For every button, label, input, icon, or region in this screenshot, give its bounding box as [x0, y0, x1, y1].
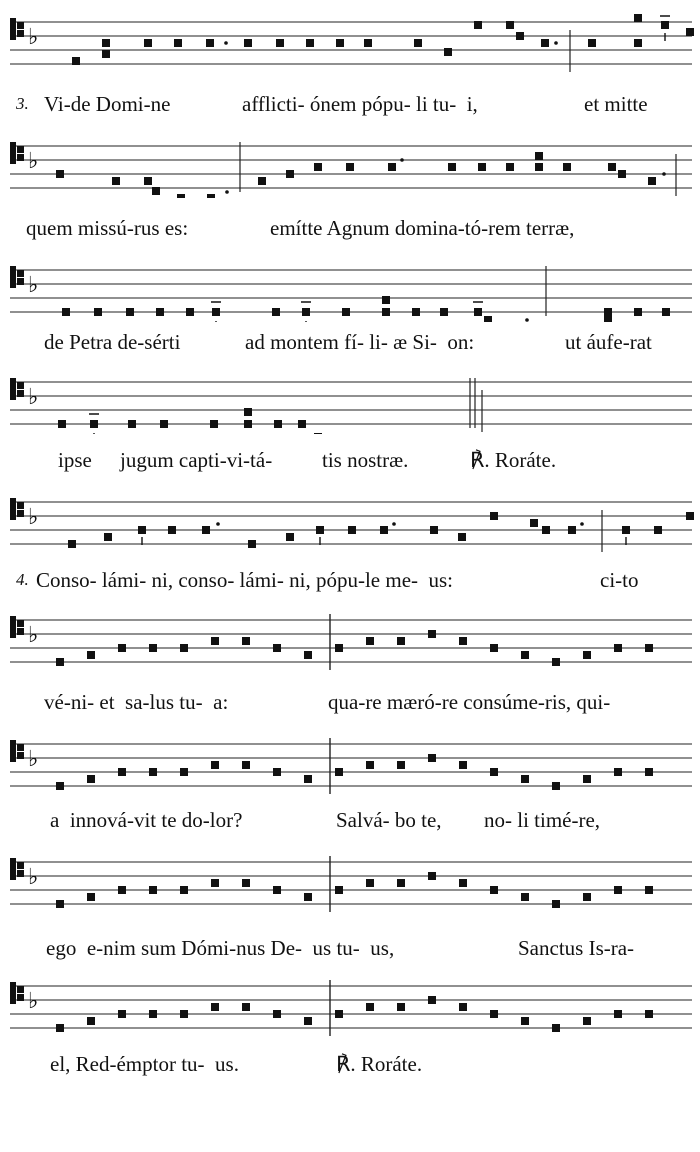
neume-note — [87, 893, 95, 901]
neume-note — [459, 879, 467, 887]
do-clef-icon — [17, 744, 24, 751]
neume-note — [335, 1010, 343, 1018]
neume-note — [440, 308, 448, 316]
neume-note — [397, 637, 405, 645]
neume-note — [68, 540, 76, 548]
lyric-segment: quem missú-rus es: — [26, 216, 189, 240]
neume-note — [346, 163, 354, 171]
mora-dot — [554, 41, 558, 45]
neume-note — [314, 163, 322, 171]
flat-icon: ♭ — [28, 505, 39, 530]
mora-dot — [225, 190, 229, 194]
neume-note — [248, 540, 256, 548]
neume-note — [583, 775, 591, 783]
lyric-segment: Salvá- bo te, — [336, 808, 442, 832]
neume-note — [535, 163, 543, 171]
neume-note — [490, 512, 498, 520]
do-clef-icon — [10, 982, 16, 1004]
neume-note — [286, 170, 294, 178]
neume-note — [662, 308, 670, 316]
neume-note — [244, 420, 252, 428]
neume-note — [686, 28, 694, 36]
neume-note — [335, 886, 343, 894]
neume-note — [622, 526, 630, 534]
lyric-segment: ci-to — [600, 568, 639, 592]
neume-note — [242, 761, 250, 769]
neume-note — [174, 39, 182, 47]
lyric-segment: ℟. Roráte. — [470, 448, 557, 472]
neume-note — [382, 308, 390, 316]
neume-note — [474, 21, 482, 29]
neume-note — [180, 644, 188, 652]
lyric-segment: vé-ni- et sa-lus tu- a: — [44, 690, 229, 714]
mora-dot — [580, 522, 584, 526]
neume-note — [273, 768, 281, 776]
neume-note — [273, 644, 281, 652]
neume-note — [242, 1003, 250, 1011]
verse-number: 3. — [16, 94, 29, 113]
neume-note — [149, 768, 157, 776]
staff-2 — [0, 126, 700, 198]
neume-note — [604, 308, 612, 316]
neume-note — [152, 187, 160, 195]
neume-note — [397, 761, 405, 769]
staff-5 — [0, 482, 700, 554]
neume-note — [244, 39, 252, 47]
flat-icon: ♭ — [28, 273, 39, 298]
flat-icon: ♭ — [28, 149, 39, 174]
neume-note — [686, 512, 694, 520]
neume-note — [304, 775, 312, 783]
neume-note — [366, 1003, 374, 1011]
neume-note — [412, 308, 420, 316]
neume-note — [388, 163, 396, 171]
neume-note — [186, 308, 194, 316]
neume-note — [552, 658, 560, 666]
neume-note — [180, 1010, 188, 1018]
neume-note — [380, 526, 388, 534]
mora-dot — [216, 522, 220, 526]
neume-note — [516, 32, 524, 40]
neume-note — [306, 39, 314, 47]
neume-note — [118, 1010, 126, 1018]
neume-note — [211, 637, 219, 645]
neume-note — [210, 420, 218, 428]
neume-note — [542, 526, 550, 534]
mora-dot — [525, 318, 529, 322]
neume-note — [211, 1003, 219, 1011]
neume-note — [645, 768, 653, 776]
neume-note — [118, 644, 126, 652]
do-clef-icon — [10, 616, 16, 638]
neume-note — [588, 39, 596, 47]
neume-note — [149, 886, 157, 894]
lyric-segment: a innová-vit te do-lor? — [50, 808, 243, 832]
do-clef-icon — [17, 30, 24, 37]
lyric-segment: ut áufe-rat — [565, 330, 652, 354]
flat-icon: ♭ — [28, 25, 39, 50]
neume-note — [212, 308, 220, 316]
neume-note — [634, 39, 642, 47]
neume-note — [304, 1017, 312, 1025]
neume-note — [552, 782, 560, 790]
neume-note — [149, 644, 157, 652]
neume-note — [276, 39, 284, 47]
neume-note — [180, 886, 188, 894]
neume-note — [138, 526, 146, 534]
do-clef-icon — [17, 994, 24, 1001]
lyric-segment: Conso- lámi- ni, conso- lámi- ni, pópu-le me- us: — [36, 568, 454, 592]
neume-note — [458, 533, 466, 541]
do-clef-icon — [17, 986, 24, 993]
neume-note — [414, 39, 422, 47]
neume-note — [474, 308, 482, 316]
neume-note — [298, 420, 306, 428]
neume-note — [654, 526, 662, 534]
neume-note — [56, 658, 64, 666]
mora-dot — [392, 522, 396, 526]
neume-note — [521, 1017, 529, 1025]
neume-note — [156, 308, 164, 316]
neume-note — [336, 39, 344, 47]
neume-note — [118, 886, 126, 894]
do-clef-icon — [17, 382, 24, 389]
neume-note — [382, 296, 390, 304]
neume-note — [541, 39, 549, 47]
do-clef-icon — [17, 862, 24, 869]
do-clef-icon — [10, 142, 16, 164]
neume-note — [316, 526, 324, 534]
neume-note — [614, 886, 622, 894]
neume-note — [552, 1024, 560, 1032]
neume-note — [286, 533, 294, 541]
neume-note — [552, 900, 560, 908]
do-clef-icon — [10, 18, 16, 40]
neume-note — [56, 1024, 64, 1032]
flat-icon: ♭ — [28, 747, 39, 772]
staff-1 — [0, 2, 700, 74]
neume-note — [490, 644, 498, 652]
lyric-segment: de Petra de-sérti — [44, 330, 181, 354]
neume-note — [614, 768, 622, 776]
neume-note — [661, 21, 669, 29]
neume-note — [335, 768, 343, 776]
neume-note — [211, 879, 219, 887]
neume-note — [444, 48, 452, 56]
do-clef-icon — [10, 266, 16, 288]
neume-note — [521, 893, 529, 901]
neume-note — [242, 879, 250, 887]
do-clef-icon — [17, 628, 24, 635]
staff-9 — [0, 966, 700, 1038]
neume-note — [58, 420, 66, 428]
lyric-line — [0, 1052, 700, 1092]
lyric-segment: Vi-de Domi-ne — [44, 92, 171, 116]
lyric-segment: ipse — [58, 448, 92, 472]
neume-note — [62, 308, 70, 316]
neume-note — [583, 651, 591, 659]
neume-note — [397, 1003, 405, 1011]
neume-note — [94, 308, 102, 316]
lyric-segment: ℟. Roráte. — [336, 1052, 423, 1076]
neume-note — [459, 637, 467, 645]
neume-note — [490, 886, 498, 894]
neume-note — [506, 21, 514, 29]
flat-icon: ♭ — [28, 865, 39, 890]
neume-note — [348, 526, 356, 534]
neume-note — [459, 1003, 467, 1011]
neume-note — [56, 900, 64, 908]
neume-note — [87, 1017, 95, 1025]
neume-note — [102, 50, 110, 58]
neume-note — [648, 177, 656, 185]
lyric-segment: qua-re mæró-re consúme-ris, qui- — [328, 690, 611, 714]
neume-note — [274, 420, 282, 428]
lyric-segment: afflicti- ónem pópu- li tu- i, — [242, 92, 478, 116]
lyric-segment: emítte Agnum domina-tó-rem terræ, — [270, 216, 575, 240]
staff-3 — [0, 250, 700, 322]
lyric-segment: ego e-nim sum Dómi-nus De- us tu- us, — [46, 936, 395, 960]
neume-note — [459, 761, 467, 769]
neume-note — [90, 420, 98, 428]
neume-note — [102, 39, 110, 47]
lyric-segment: no- li timé-re, — [484, 808, 601, 832]
neume-note — [506, 163, 514, 171]
do-clef-icon — [10, 378, 16, 400]
do-clef-icon — [17, 154, 24, 161]
neume-note — [342, 308, 350, 316]
neume-note — [645, 1010, 653, 1018]
staff-8 — [0, 842, 700, 914]
neume-note — [149, 1010, 157, 1018]
neume-note — [118, 768, 126, 776]
neume-note — [180, 768, 188, 776]
neume-note — [366, 637, 374, 645]
neume-note — [583, 893, 591, 901]
neume-note — [484, 316, 492, 322]
lyric-segment: el, Red-émptor tu- us. — [50, 1052, 239, 1076]
neume-note — [56, 170, 64, 178]
neume-note — [490, 768, 498, 776]
neume-note — [87, 775, 95, 783]
neume-note — [478, 163, 486, 171]
staff-4 — [0, 362, 700, 434]
neume-note — [273, 886, 281, 894]
do-clef-icon — [17, 146, 24, 153]
neume-note — [490, 1010, 498, 1018]
staff-7 — [0, 724, 700, 796]
neume-note — [207, 194, 215, 198]
flat-icon: ♭ — [28, 989, 39, 1014]
neume-note — [535, 152, 543, 160]
do-clef-icon — [17, 870, 24, 877]
lyric-segment: tis nostræ. — [322, 448, 409, 472]
mora-dot — [400, 158, 404, 162]
neume-note — [242, 637, 250, 645]
lyric-segment: ad montem fí- li- æ Si- on: — [245, 330, 475, 354]
neume-note — [428, 996, 436, 1004]
neume-note — [304, 893, 312, 901]
do-clef-icon — [17, 22, 24, 29]
do-clef-icon — [17, 270, 24, 277]
neume-note — [144, 177, 152, 185]
do-clef-icon — [17, 620, 24, 627]
neume-note — [618, 170, 626, 178]
neume-note — [112, 177, 120, 185]
lyric-segment: et mitte — [584, 92, 648, 116]
neume-note — [397, 879, 405, 887]
do-clef-icon — [10, 740, 16, 762]
do-clef-icon — [17, 510, 24, 517]
neume-note — [168, 526, 176, 534]
neume-note — [258, 177, 266, 185]
neume-note — [304, 651, 312, 659]
do-clef-icon — [10, 498, 16, 520]
neume-note — [314, 433, 322, 434]
neume-note — [430, 526, 438, 534]
flat-icon: ♭ — [28, 385, 39, 410]
neume-note — [128, 420, 136, 428]
neume-note — [104, 533, 112, 541]
neume-note — [364, 39, 372, 47]
neume-note — [634, 308, 642, 316]
neume-note — [428, 872, 436, 880]
neume-note — [521, 775, 529, 783]
do-clef-icon — [10, 858, 16, 880]
mora-dot — [224, 41, 228, 45]
neume-note — [604, 316, 612, 322]
neume-note — [273, 1010, 281, 1018]
neume-note — [428, 630, 436, 638]
neume-note — [272, 308, 280, 316]
neume-note — [583, 1017, 591, 1025]
do-clef-icon — [17, 390, 24, 397]
neume-note — [206, 39, 214, 47]
neume-note — [126, 308, 134, 316]
neume-note — [645, 644, 653, 652]
neume-note — [72, 57, 80, 65]
lyric-segment: Sanctus Is-ra- — [518, 936, 635, 960]
staff-6 — [0, 600, 700, 672]
neume-note — [144, 39, 152, 47]
neume-note — [160, 420, 168, 428]
neume-note — [211, 761, 219, 769]
neume-note — [645, 886, 653, 894]
neume-note — [202, 526, 210, 534]
neume-note — [366, 879, 374, 887]
lyric-segment: jugum capti-vi-tá- — [120, 448, 273, 472]
flat-icon: ♭ — [28, 623, 39, 648]
neume-note — [448, 163, 456, 171]
neume-note — [563, 163, 571, 171]
neume-note — [56, 782, 64, 790]
do-clef-icon — [17, 278, 24, 285]
neume-note — [608, 163, 616, 171]
neume-note — [366, 761, 374, 769]
verse-number: 4. — [16, 570, 29, 589]
neume-note — [177, 194, 185, 198]
neume-note — [87, 651, 95, 659]
neume-note — [634, 14, 642, 22]
do-clef-icon — [17, 752, 24, 759]
neume-note — [244, 408, 252, 416]
neume-note — [614, 644, 622, 652]
mora-dot — [662, 172, 666, 176]
neume-note — [521, 651, 529, 659]
neume-note — [614, 1010, 622, 1018]
neume-note — [335, 644, 343, 652]
do-clef-icon — [17, 502, 24, 509]
neume-note — [568, 526, 576, 534]
neume-note — [302, 308, 310, 316]
neume-note — [530, 519, 538, 527]
neume-note — [428, 754, 436, 762]
